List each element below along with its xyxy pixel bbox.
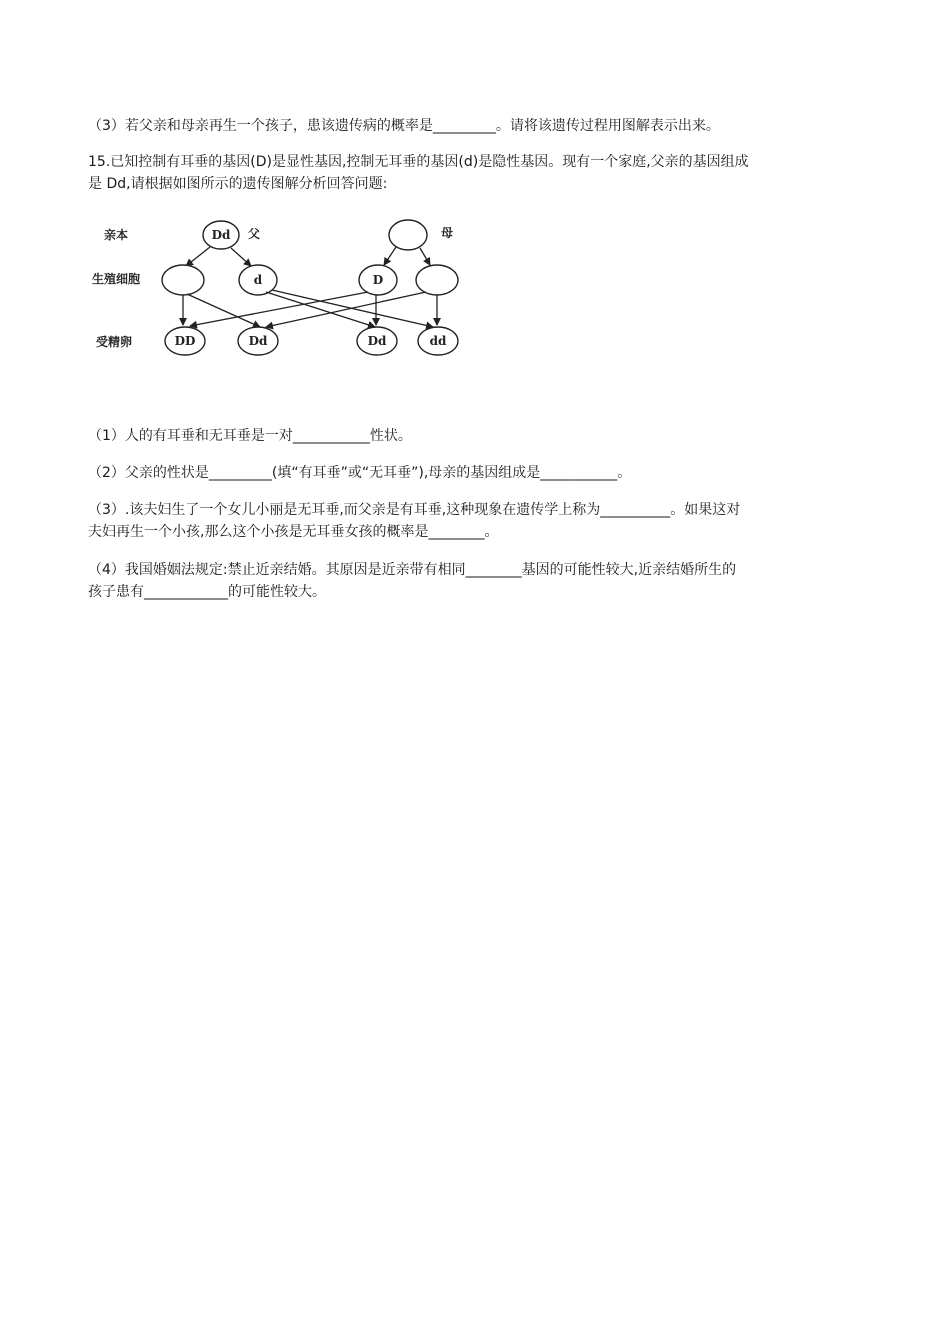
q15-part4-line2: 孩子患有____________的可能性较大。 [88,584,326,600]
q15-part2: （2）父亲的性状是_________(填“有耳垂”或“无耳垂”),母亲的基因组成是___________。 [88,465,632,481]
zygote-3-label: Dd [367,334,387,348]
arrow-mg2-zygote2 [266,292,426,327]
arrow-father-gamete1 [186,247,210,266]
zygote-4-label: dd [429,334,447,348]
mother-gamete-1-label: D [372,273,384,287]
q15-part3-line1: （3）.该夫妇生了一个女儿小丽是无耳垂,而父亲是有耳垂,这种现象在遗传学上称为__________。如果这对 [88,502,741,518]
q15-stem-line2: 是 Dd,请根据如图所示的遗传图解分析回答问题: [88,176,388,192]
mother-label: 母 [441,226,454,240]
father-gamete-1 [162,265,204,295]
q15-part1: （1）人的有耳垂和无耳垂是一对___________性状。 [88,428,412,444]
arrow-fg1-zygote2 [187,294,260,327]
q14-part3: （3）若父亲和母亲再生一个孩子，患该遗传病的概率是_________。请将该遗传过程用图解表示出来。 [88,118,720,134]
q15-part3-line2: 夫妇再生一个小孩,那么这个小孩是无耳垂女孩的概率是________。 [88,524,499,540]
father-genotype: Dd [211,228,231,242]
q15-stem-line1: 15.已知控制有耳垂的基因(D)是显性基因,控制无耳垂的基因(d)是隐性基因。现有一个家庭,父亲的基因组成 [88,154,749,170]
arrow-mother-gamete2 [420,248,430,265]
father-label: 父 [248,227,261,241]
row-label-parents: 亲本 [104,228,129,242]
father-gamete-2-label: d [253,273,263,287]
zygote-2-label: Dd [248,334,268,348]
row-label-zygotes: 受精卵 [96,335,133,349]
mother-node [389,220,427,250]
mother-gamete-2 [416,265,458,295]
row-label-gametes: 生殖细胞 [92,272,141,286]
zygote-1-label: DD [174,334,196,348]
inheritance-diagram-svg [88,212,468,374]
arrow-father-gamete2 [231,248,251,266]
q15-part4-line1: （4）我国婚姻法规定:禁止近亲结婚。其原因是近亲带有相同________基因的可能性较大,近亲结婚所生的 [88,562,737,578]
arrow-mg1-zygote1 [190,292,368,326]
inheritance-diagram [88,212,468,374]
arrow-mother-gamete1 [384,247,396,265]
